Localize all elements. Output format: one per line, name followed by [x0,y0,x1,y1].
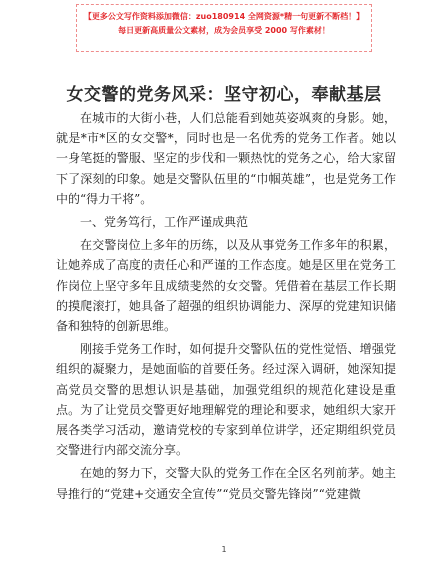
paragraph-intro: 在城市的大街小巷，人们总能看到她英姿飒爽的身影。她，就是*市*区的女交警*，同时也是一名优秀的党务工作者。她以一身笔挺的警服、坚定的步伐和一颗热忱的党务之心，给大家留下了深刻的印象。她是交警队伍里的“巾帼英雄”，也是党务工作中的“得力干将”。 [56,111,396,206]
paragraph: 在交警岗位上多年的历练，以及从事党务工作多年的积累，让她养成了高度的责任心和严谨的工作态度。她是区里在党务工作岗位上坚守多年且成绩斐然的女交警。凭借着在基层工作长期的摸爬滚打，她具备了超强的组织协调能力、深厚的党建知识储备和独特的创新思维。 [56,238,396,334]
page-number: 1 [221,545,227,554]
paragraph: 在她的努力下，交警大队的党务工作在全区名列前茅。她主导推行的“党建+交通安全宣传”“党员交警先锋岗”“党建微 [56,466,396,501]
paragraph: 刚接手党务工作时，如何提升交警队伍的党性觉悟、增强党组织的凝聚力，是她面临的首要任务。经过深入调研，她深知提高党员交警的思想认识是基础，加强党组织的规范化建设是重点。为了让党员交警更好地理解党的理论和要求，她组织大家开展各类学习活动，邀请党校的专家到单位讲学，还定期组织党员交警进行内部交流分享。 [56,342,396,458]
section-heading: 一、党务笃行，工作严谨成典范 [80,215,249,230]
promo-line-1: 【更多公文写作资料添加微信：zuo180914 全网资源*精一句更新不断档！】 [83,12,365,21]
document-body [56,108,396,507]
promo-line-2: 每日更新高质量公文素材，成为会员享受 2000 写作素材！ [118,26,330,35]
promo-banner [76,4,372,52]
document-title: 女交警的党务风采：坚守初心，奉献基层 [66,85,382,105]
